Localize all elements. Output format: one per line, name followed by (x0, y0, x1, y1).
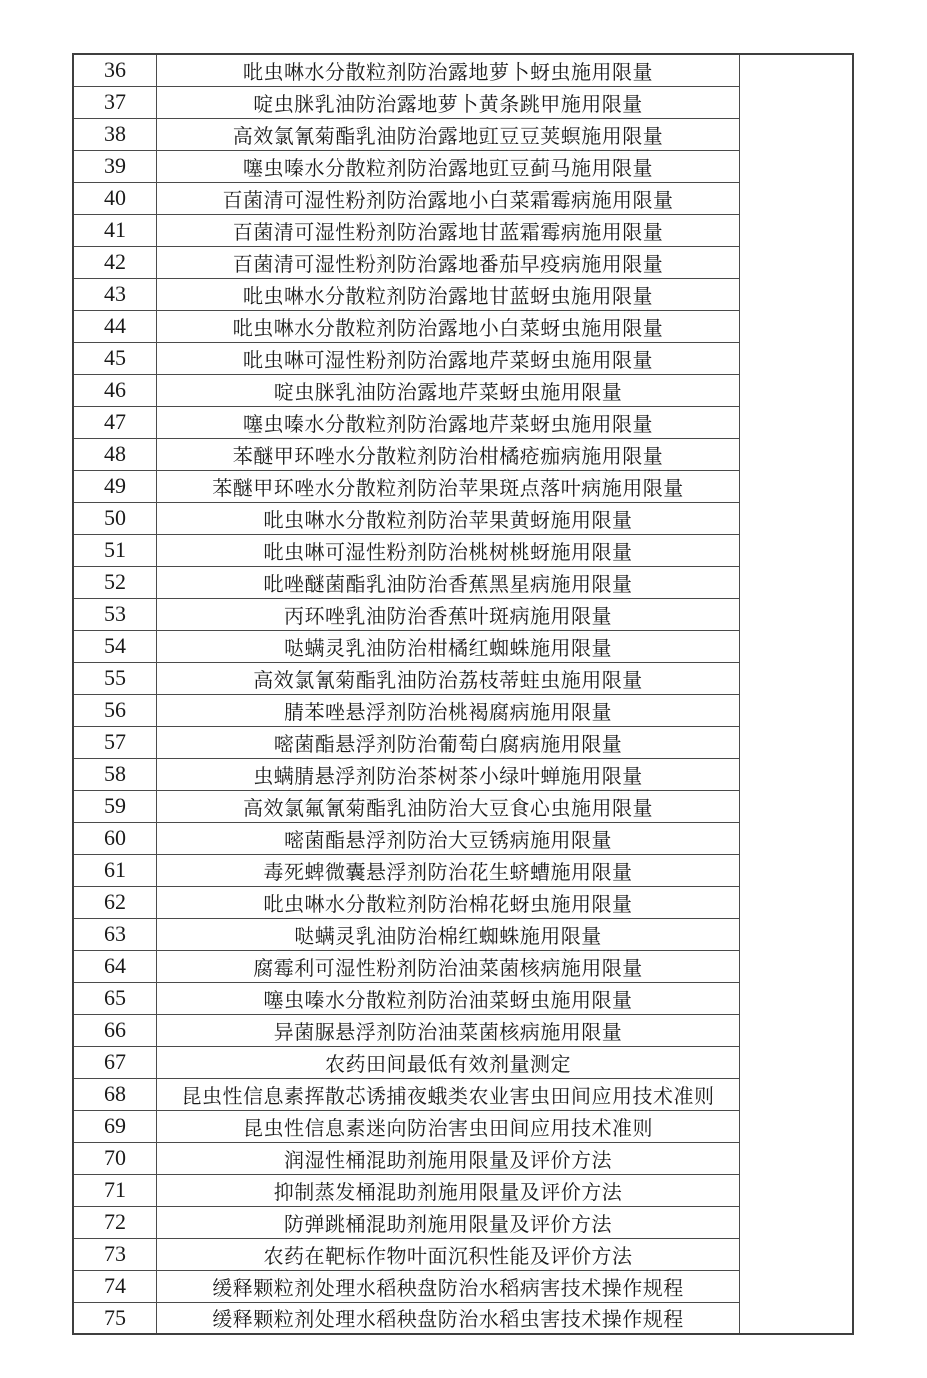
table-row (73, 982, 853, 1014)
row-title-cell: 虫螨腈悬浮剂防治茶树茶小绿叶蝉施用限量 (157, 758, 740, 790)
row-number-cell: 71 (73, 1174, 157, 1206)
row-number-cell: 49 (73, 470, 157, 502)
row-title-cell: 毒死蜱微囊悬浮剂防治花生蛴螬施用限量 (157, 854, 740, 886)
row-number-cell: 59 (73, 790, 157, 822)
row-number-cell: 72 (73, 1206, 157, 1238)
row-title-cell: 农药在靶标作物叶面沉积性能及评价方法 (157, 1238, 740, 1270)
table-row (73, 1110, 853, 1142)
table-row (73, 182, 853, 214)
table-row (73, 1014, 853, 1046)
table-row (73, 790, 853, 822)
table-row (73, 502, 853, 534)
table-row (73, 726, 853, 758)
row-title-cell: 吡虫啉水分散粒剂防治露地小白菜蚜虫施用限量 (157, 310, 740, 342)
row-title-cell: 哒螨灵乳油防治棉红蜘蛛施用限量 (157, 918, 740, 950)
table-row (73, 822, 853, 854)
row-title-cell: 苯醚甲环唑水分散粒剂防治柑橘疮痂病施用限量 (157, 438, 740, 470)
table-row (73, 918, 853, 950)
standards-table (72, 53, 854, 1335)
row-number-cell: 55 (73, 662, 157, 694)
row-title-cell: 嘧菌酯悬浮剂防治大豆锈病施用限量 (157, 822, 740, 854)
row-number-cell: 48 (73, 438, 157, 470)
table-row (73, 598, 853, 630)
table-row (73, 566, 853, 598)
row-number-cell: 43 (73, 278, 157, 310)
row-title-cell: 缓释颗粒剂处理水稻秧盘防治水稻病害技术操作规程 (157, 1270, 740, 1302)
row-title-cell: 吡虫啉水分散粒剂防治苹果黄蚜施用限量 (157, 502, 740, 534)
row-title-cell: 噻虫嗪水分散粒剂防治露地豇豆蓟马施用限量 (157, 150, 740, 182)
table-row (73, 54, 853, 86)
row-number-cell: 67 (73, 1046, 157, 1078)
row-title-cell: 抑制蒸发桶混助剂施用限量及评价方法 (157, 1174, 740, 1206)
row-number-cell: 37 (73, 86, 157, 118)
row-title-cell: 百菌清可湿性粉剂防治露地番茄早疫病施用限量 (157, 246, 740, 278)
table-row (73, 214, 853, 246)
row-title-cell: 噻虫嗪水分散粒剂防治露地芹菜蚜虫施用限量 (157, 406, 740, 438)
row-number-cell: 46 (73, 374, 157, 406)
row-number-cell: 58 (73, 758, 157, 790)
row-title-cell: 吡虫啉可湿性粉剂防治露地芹菜蚜虫施用限量 (157, 342, 740, 374)
table-row (73, 278, 853, 310)
row-number-cell: 74 (73, 1270, 157, 1302)
row-title-cell: 啶虫脒乳油防治露地芹菜蚜虫施用限量 (157, 374, 740, 406)
row-number-cell: 54 (73, 630, 157, 662)
row-title-cell: 吡虫啉可湿性粉剂防治桃树桃蚜施用限量 (157, 534, 740, 566)
row-title-cell: 腈苯唑悬浮剂防治桃褐腐病施用限量 (157, 694, 740, 726)
row-title-cell: 腐霉利可湿性粉剂防治油菜菌核病施用限量 (157, 950, 740, 982)
table-row (73, 854, 853, 886)
row-number-cell: 41 (73, 214, 157, 246)
table-row (73, 1206, 853, 1238)
row-number-cell: 38 (73, 118, 157, 150)
row-title-cell: 百菌清可湿性粉剂防治露地小白菜霜霉病施用限量 (157, 182, 740, 214)
table-row (73, 1270, 853, 1302)
row-title-cell: 高效氯氰菊酯乳油防治荔枝蒂蛀虫施用限量 (157, 662, 740, 694)
row-title-cell: 吡虫啉水分散粒剂防治露地甘蓝蚜虫施用限量 (157, 278, 740, 310)
row-number-cell: 70 (73, 1142, 157, 1174)
row-number-cell: 57 (73, 726, 157, 758)
table-row (73, 534, 853, 566)
row-title-cell: 昆虫性信息素挥散芯诱捕夜蛾类农业害虫田间应用技术准则 (157, 1078, 740, 1110)
table-row (73, 886, 853, 918)
table-row (73, 630, 853, 662)
standards-table-body (73, 54, 853, 1334)
table-row (73, 662, 853, 694)
row-number-cell: 50 (73, 502, 157, 534)
row-number-cell: 61 (73, 854, 157, 886)
table-row (73, 1302, 853, 1334)
table-row (73, 438, 853, 470)
row-title-cell: 哒螨灵乳油防治柑橘红蜘蛛施用限量 (157, 630, 740, 662)
row-title-cell: 高效氯氟氰菊酯乳油防治大豆食心虫施用限量 (157, 790, 740, 822)
row-title-cell: 昆虫性信息素迷向防治害虫田间应用技术准则 (157, 1110, 740, 1142)
row-number-cell: 60 (73, 822, 157, 854)
row-number-cell: 45 (73, 342, 157, 374)
row-title-cell: 吡虫啉水分散粒剂防治棉花蚜虫施用限量 (157, 886, 740, 918)
table-row (73, 150, 853, 182)
row-title-cell: 啶虫脒乳油防治露地萝卜黄条跳甲施用限量 (157, 86, 740, 118)
row-title-cell: 润湿性桶混助剂施用限量及评价方法 (157, 1142, 740, 1174)
row-title-cell: 防弹跳桶混助剂施用限量及评价方法 (157, 1206, 740, 1238)
row-title-cell: 缓释颗粒剂处理水稻秧盘防治水稻虫害技术操作规程 (157, 1302, 740, 1334)
table-row (73, 1078, 853, 1110)
row-number-cell: 63 (73, 918, 157, 950)
row-title-cell: 噻虫嗪水分散粒剂防治油菜蚜虫施用限量 (157, 982, 740, 1014)
row-number-cell: 64 (73, 950, 157, 982)
table-row (73, 1174, 853, 1206)
standards-table-container (72, 53, 854, 1335)
row-title-cell: 吡虫啉水分散粒剂防治露地萝卜蚜虫施用限量 (157, 54, 740, 86)
table-row (73, 1142, 853, 1174)
row-number-cell: 65 (73, 982, 157, 1014)
table-row (73, 694, 853, 726)
row-number-cell: 69 (73, 1110, 157, 1142)
row-number-cell: 39 (73, 150, 157, 182)
table-row (73, 310, 853, 342)
row-title-cell: 百菌清可湿性粉剂防治露地甘蓝霜霉病施用限量 (157, 214, 740, 246)
row-number-cell: 40 (73, 182, 157, 214)
table-row (73, 470, 853, 502)
row-number-cell: 44 (73, 310, 157, 342)
row-number-cell: 73 (73, 1238, 157, 1270)
row-number-cell: 66 (73, 1014, 157, 1046)
table-row (73, 950, 853, 982)
row-number-cell: 36 (73, 54, 157, 86)
right-empty-cell (740, 54, 854, 1334)
table-row (73, 406, 853, 438)
table-row (73, 86, 853, 118)
row-title-cell: 吡唑醚菌酯乳油防治香蕉黑星病施用限量 (157, 566, 740, 598)
table-row (73, 758, 853, 790)
table-row (73, 374, 853, 406)
row-title-cell: 丙环唑乳油防治香蕉叶斑病施用限量 (157, 598, 740, 630)
table-row (73, 246, 853, 278)
row-number-cell: 51 (73, 534, 157, 566)
row-number-cell: 68 (73, 1078, 157, 1110)
table-row (73, 118, 853, 150)
row-number-cell: 52 (73, 566, 157, 598)
table-row (73, 1238, 853, 1270)
row-title-cell: 农药田间最低有效剂量测定 (157, 1046, 740, 1078)
row-number-cell: 42 (73, 246, 157, 278)
row-number-cell: 47 (73, 406, 157, 438)
row-title-cell: 异菌脲悬浮剂防治油菜菌核病施用限量 (157, 1014, 740, 1046)
row-number-cell: 56 (73, 694, 157, 726)
row-title-cell: 嘧菌酯悬浮剂防治葡萄白腐病施用限量 (157, 726, 740, 758)
table-row (73, 342, 853, 374)
row-title-cell: 高效氯氰菊酯乳油防治露地豇豆豆荚螟施用限量 (157, 118, 740, 150)
table-row (73, 1046, 853, 1078)
row-number-cell: 53 (73, 598, 157, 630)
row-title-cell: 苯醚甲环唑水分散粒剂防治苹果斑点落叶病施用限量 (157, 470, 740, 502)
row-number-cell: 62 (73, 886, 157, 918)
row-number-cell: 75 (73, 1302, 157, 1334)
